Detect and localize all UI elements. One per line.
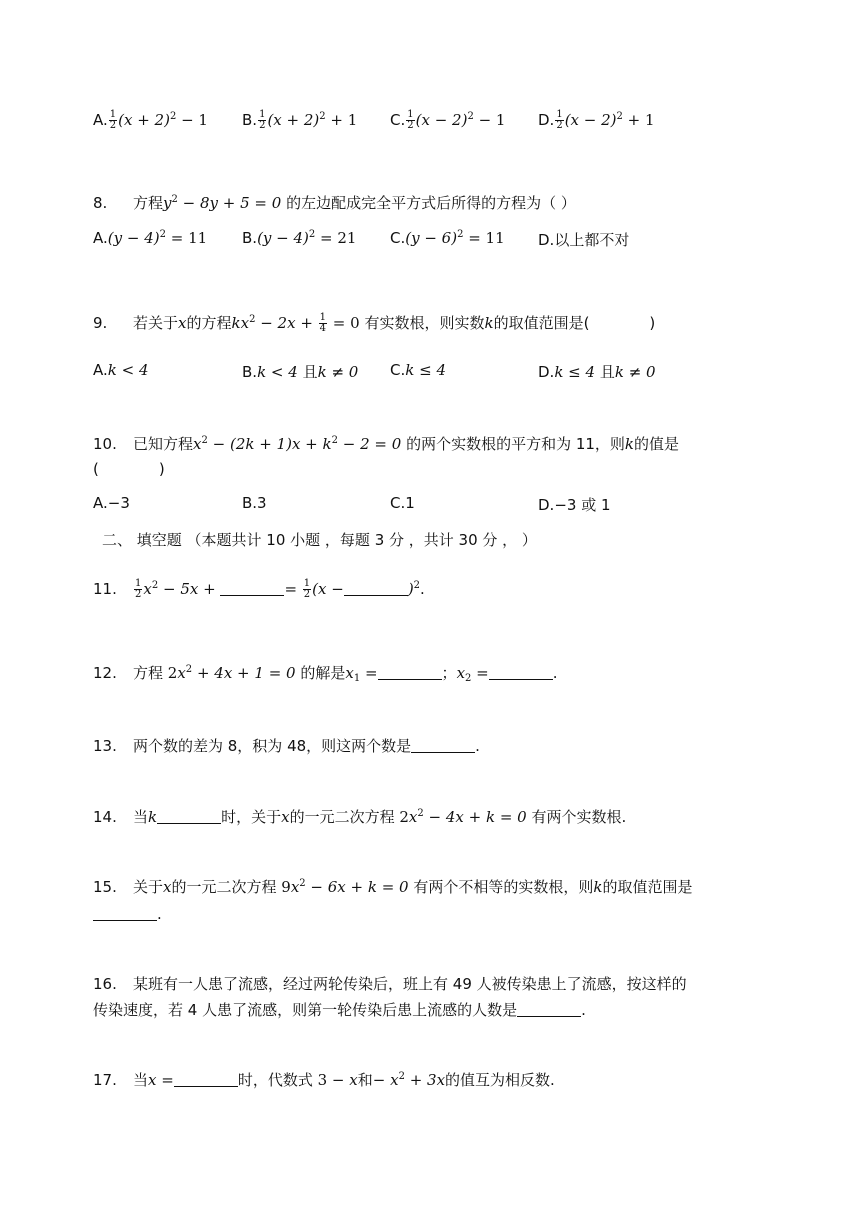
- q10-stem: 10. 已知方程$x^2 - (2k + 1)x + k^2 - 2 = 0$ 的两个实数根的平方和为 11，则k的值是: [93, 435, 680, 453]
- section-2-title: 二、 填空题 （本题共计 10 小题 ，每题 3 分 ，共计 30 分 ， ）: [102, 531, 537, 549]
- q8-option-a: $A.(y - 4)^2 = 11$: [93, 229, 208, 247]
- q14-blank[interactable]: [157, 809, 221, 824]
- q8-option-c: $C.(y - 6)^2 = 11$: [390, 229, 505, 247]
- q7-option-a: A. $\frac{1}{2}$ $(x + 2)^2 - 1$: [93, 109, 208, 131]
- q13-stem: 13. 两个数的差为 8，积为 48，则这两个数是 .: [93, 737, 480, 755]
- q17-blank[interactable]: [174, 1072, 238, 1087]
- q9-stem: 9. 若关于x的方程$kx^2 - 2x$ + $\frac{1}{4}$ = 0 有实数根，则实数k的取值范围是( ): [93, 312, 656, 334]
- q15-answer-line: .: [93, 903, 162, 925]
- q11-blank-1[interactable]: [220, 581, 284, 596]
- q10-paren: ( ): [93, 460, 165, 478]
- q10-option-c: C.1: [390, 494, 415, 512]
- q17-stem: 17. 当x = 时，代数式 3 − x和− $x^2 + 3x$的值互为相反数.: [93, 1071, 555, 1089]
- q12-blank-1[interactable]: [378, 665, 442, 680]
- q12-stem: 12. 方程 $2x^2 + 4x + 1 = 0$ 的解是$x_1$ = ；$x_2$ = .: [93, 664, 558, 684]
- q16-stem-line2: 传染速度，若 4 人患了流感，则第一轮传染后患上流感的人数是 .: [93, 1001, 586, 1019]
- q10-option-a: A.−3: [93, 494, 130, 512]
- q9-option-d: D.k ≤ 4 且k ≠ 0: [538, 363, 656, 381]
- q9-option-a: A.k < 4: [93, 361, 149, 379]
- q15-stem: 15. 关于x的一元二次方程 $9x^2 - 6x + k = 0$ 有两个不相等的实数根，则k的取值范围是: [93, 878, 693, 896]
- q10-option-b: B.3: [242, 494, 267, 512]
- q8-option-d: D.以上都不对: [538, 231, 630, 249]
- q16-stem-line1: 16. 某班有一人患了流感，经过两轮传染后，班上有 49 人被传染患上了流感，按这样的: [93, 975, 687, 993]
- q8-option-b: $B.(y - 4)^2 = 21$: [242, 229, 357, 247]
- q7-option-b: B. $\frac{1}{2}$ $(x + 2)^2 + 1$: [242, 109, 358, 131]
- q15-blank[interactable]: [93, 906, 157, 921]
- q14-stem: 14. 当k 时，关于x的一元二次方程 $2x^2 - 4x + k = 0$ 有两个实数根.: [93, 808, 627, 826]
- q13-blank[interactable]: [411, 738, 475, 753]
- q16-blank[interactable]: [517, 1002, 581, 1017]
- q8-stem: 8. 方程$y^2 - 8y + 5 = 0$ 的左边配成完全平方式后所得的方程为（ ）: [93, 194, 576, 212]
- q11-stem: 11. $\frac{1}{2}$ $x^2 - 5x$ + = $\frac{1}{2}$ $(x - )^2$.: [93, 578, 425, 600]
- q7-option-c: C. $\frac{1}{2}$ $(x - 2)^2 - 1$: [390, 109, 506, 131]
- q9-option-b: B.k < 4 且k ≠ 0: [242, 363, 359, 381]
- q12-blank-2[interactable]: [489, 665, 553, 680]
- q11-blank-2[interactable]: [344, 581, 408, 596]
- q9-option-c: C.k ≤ 4: [390, 361, 446, 379]
- q7-option-d: D. $\frac{1}{2}$ $(x - 2)^2 + 1$: [538, 109, 655, 131]
- q10-option-d: D.−3 或 1: [538, 496, 611, 514]
